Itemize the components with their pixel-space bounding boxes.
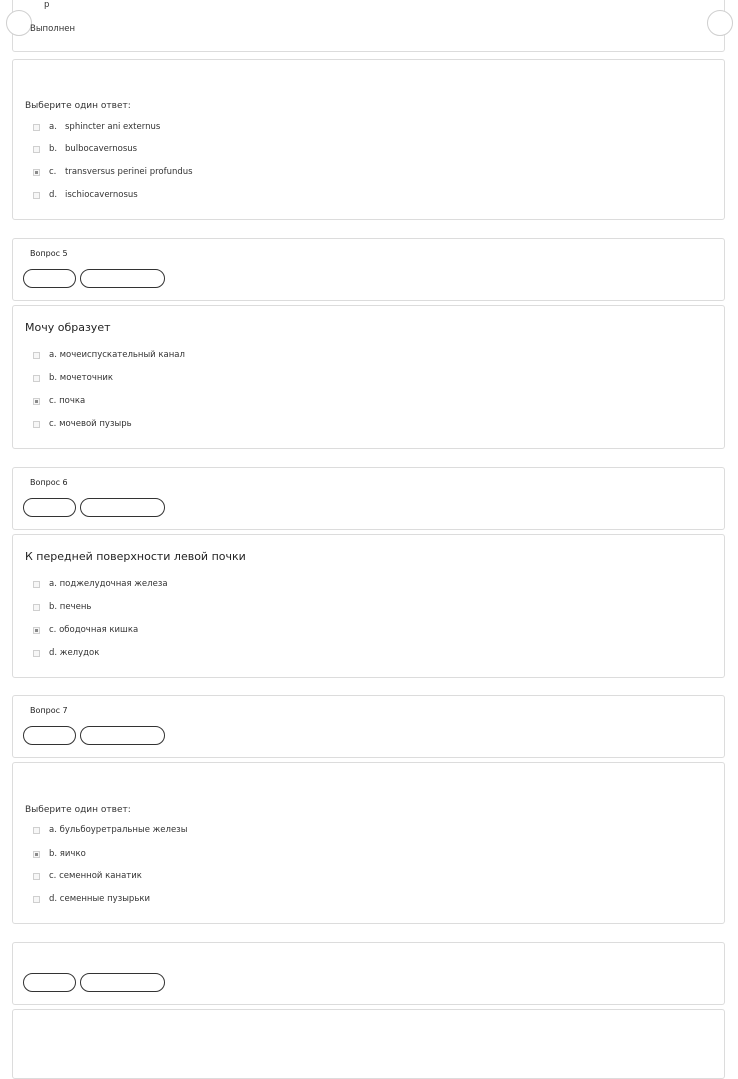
answer-option-c[interactable]: [33, 395, 85, 407]
question-4-content-card: [12, 59, 725, 220]
option-label: sphincter ani externus: [65, 122, 161, 132]
option-label: d. желудок: [49, 648, 100, 658]
question-text: Мочу образует: [25, 321, 111, 334]
question-number: Вопрос 7: [30, 706, 68, 715]
answer-option-d[interactable]: [33, 893, 150, 905]
question-number: Вопрос 5: [30, 249, 68, 258]
question-4-info-card: [12, 0, 725, 52]
option-label: ischiocavernosus: [65, 190, 138, 200]
answer-option-d[interactable]: [33, 647, 99, 659]
question-7-content-card: [12, 762, 725, 924]
option-label: c. семенной канатик: [49, 871, 142, 881]
answer-prompt: Выберите один ответ:: [25, 805, 131, 815]
flag-question-button[interactable]: [80, 726, 165, 745]
question-6-content-card: [12, 534, 725, 678]
option-label: c. почка: [49, 396, 86, 406]
answer-option-b[interactable]: [33, 601, 91, 613]
answer-option-c[interactable]: [33, 166, 193, 178]
radio-button[interactable]: [33, 650, 40, 657]
radio-button[interactable]: [33, 375, 40, 382]
question-5-info-card: [12, 238, 725, 301]
radio-button[interactable]: [33, 146, 40, 153]
radio-button-selected[interactable]: [33, 627, 40, 634]
radio-button[interactable]: [33, 581, 40, 588]
radio-button[interactable]: [33, 352, 40, 359]
radio-button[interactable]: [33, 604, 40, 611]
question-text: К передней поверхности левой почки: [25, 550, 246, 563]
radio-button-selected[interactable]: [33, 169, 40, 176]
answer-option-d[interactable]: [33, 189, 138, 201]
answer-option-a[interactable]: [33, 121, 160, 133]
status-pill-button[interactable]: [23, 726, 76, 745]
answer-option-a[interactable]: [33, 824, 187, 836]
answer-option-d[interactable]: [33, 418, 132, 430]
radio-button[interactable]: [33, 827, 40, 834]
status-pill-button[interactable]: [23, 498, 76, 517]
answer-option-c[interactable]: [33, 624, 138, 636]
option-label: c. мочевой пузырь: [49, 419, 132, 429]
question-8-content-card: [12, 1009, 725, 1079]
left-circle-button[interactable]: [6, 10, 32, 36]
flag-question-button[interactable]: [80, 498, 165, 517]
option-label: d. семенные пузырьки: [49, 894, 150, 904]
radio-button[interactable]: [33, 192, 40, 199]
answer-option-a[interactable]: [33, 578, 168, 590]
answer-option-b[interactable]: [33, 848, 86, 860]
option-letter: a.: [49, 122, 57, 132]
option-letter: b.: [49, 144, 58, 154]
answer-option-b[interactable]: [33, 372, 113, 384]
option-letter: d.: [49, 190, 58, 200]
question-7-info-card: [12, 695, 725, 758]
question-6-info-card: [12, 467, 725, 530]
flag-question-button[interactable]: [80, 973, 165, 992]
option-label: bulbocavernosus: [65, 144, 138, 154]
answer-prompt: Выберите один ответ:: [25, 101, 131, 111]
question-number: Вопрос 6: [30, 478, 68, 487]
radio-button-selected[interactable]: [33, 851, 40, 858]
right-circle-button[interactable]: [707, 10, 733, 36]
option-letter: c.: [49, 167, 57, 177]
answer-option-b[interactable]: [33, 143, 137, 155]
radio-button[interactable]: [33, 873, 40, 880]
question-5-content-card: [12, 305, 725, 449]
option-label: a. мочеиспускательный канал: [49, 350, 185, 360]
radio-button[interactable]: [33, 124, 40, 131]
top-glyph: р: [44, 0, 50, 10]
flag-question-button[interactable]: [80, 269, 165, 288]
option-label: b. мочеточник: [49, 373, 114, 383]
status-pill-button[interactable]: [23, 269, 76, 288]
option-label: a. бульбоуретральные железы: [49, 825, 188, 835]
radio-button[interactable]: [33, 421, 40, 428]
question-8-info-card: [12, 942, 725, 1005]
answer-option-c[interactable]: [33, 870, 142, 882]
status-text: Выполнен: [30, 24, 76, 34]
option-label: b. печень: [49, 602, 92, 612]
status-pill-button[interactable]: [23, 973, 76, 992]
option-label: a. поджелудочная железа: [49, 579, 168, 589]
option-label: transversus perinei profundus: [65, 167, 193, 177]
option-label: b. яичко: [49, 849, 86, 859]
answer-option-a[interactable]: [33, 349, 185, 361]
radio-button[interactable]: [33, 896, 40, 903]
radio-button-selected[interactable]: [33, 398, 40, 405]
option-label: c. ободочная кишка: [49, 625, 139, 635]
